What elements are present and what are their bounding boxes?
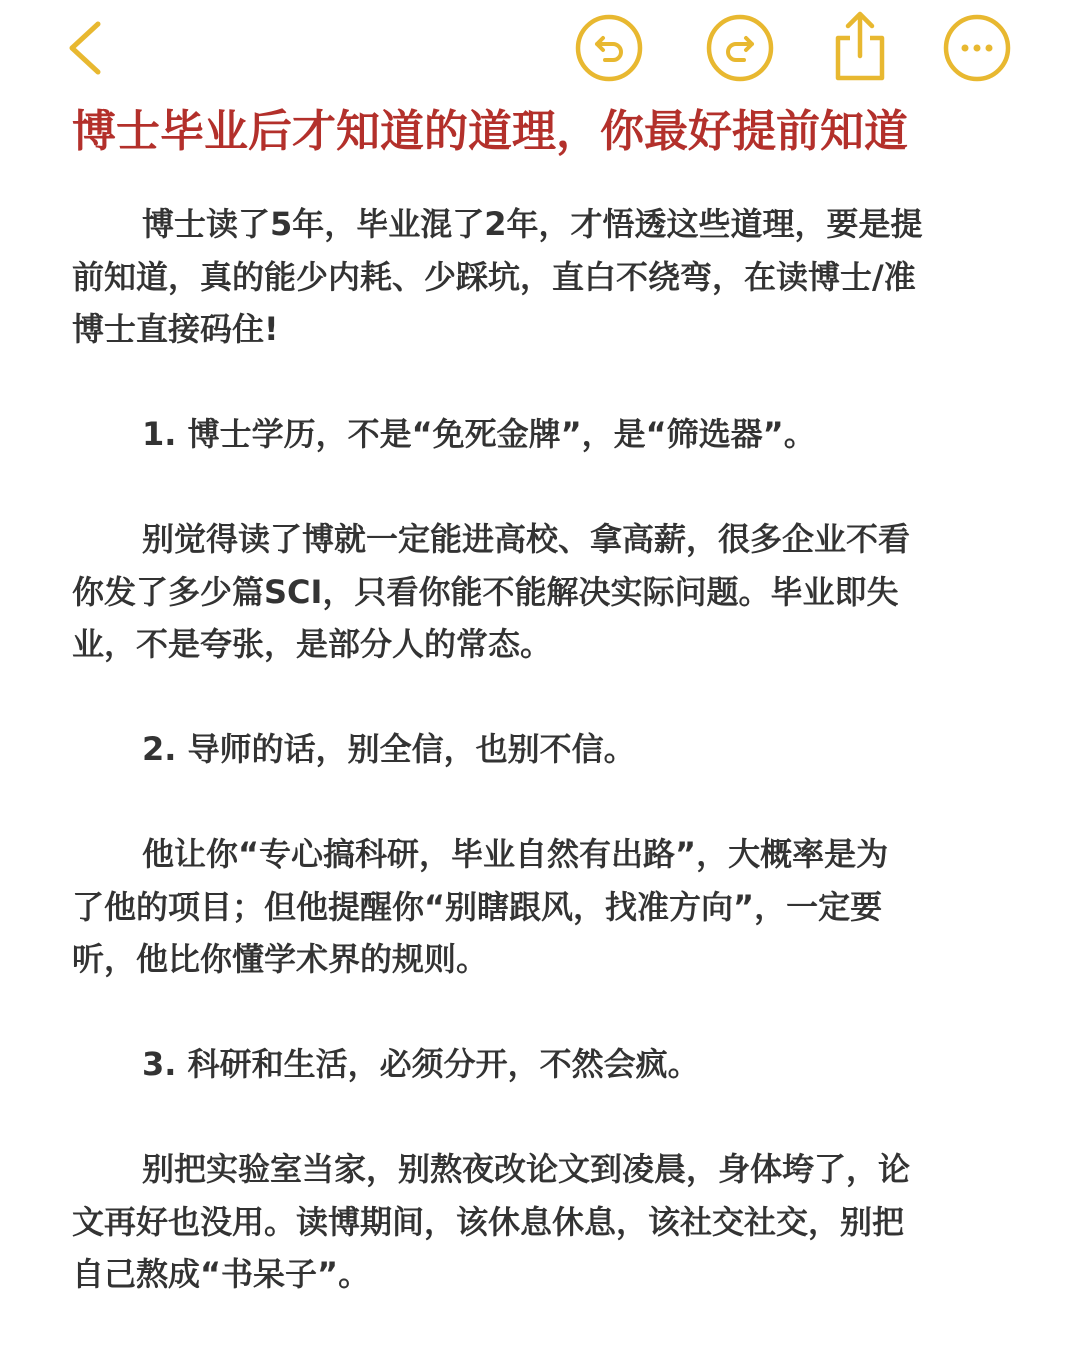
paragraph-line: 别把实验室当家，别熬夜改论文到凌晨，身体垮了，论 <box>142 1150 911 1188</box>
paragraph-line: 别觉得读了博就一定能进高校、拿高薪，很多企业不看 <box>142 520 911 558</box>
paragraph-gap <box>72 461 1012 514</box>
undo-icon[interactable] <box>573 12 645 84</box>
paragraph-line: 博士读了5年，毕业混了2年，才悟透这些道理，要是提 <box>142 205 923 243</box>
paragraph <box>72 1038 1012 1091</box>
paragraph <box>72 1143 1012 1301</box>
paragraph <box>72 408 1012 461</box>
paragraph-gap <box>72 1091 1012 1144</box>
paragraph-line: 1. 博士学历，不是“免死金牌”，是“筛选器”。 <box>142 415 816 453</box>
redo-icon[interactable] <box>704 12 776 84</box>
paragraph-line: 业，不是夸张，是部分人的常态。 <box>72 625 553 663</box>
paragraph <box>72 723 1012 776</box>
paragraph-line: 2. 导师的话，别全信，也别不信。 <box>142 730 636 768</box>
paragraph-gap <box>72 356 1012 409</box>
paragraph <box>72 828 1012 986</box>
paragraph-gap <box>72 671 1012 724</box>
paragraph-line: 你发了多少篇SCI，只看你能不能解决实际问题。毕业即失 <box>72 572 899 611</box>
paragraph-gap <box>72 776 1012 829</box>
back-chevron-icon[interactable] <box>62 18 108 78</box>
paragraph-line: 前知道，真的能少内耗、少踩坑，直白不绕弯，在读博士/准 <box>72 257 916 296</box>
share-icon[interactable] <box>830 8 890 82</box>
paragraph-line: 听，他比你懂学术界的规则。 <box>72 940 489 978</box>
note-body[interactable] <box>72 198 1012 1301</box>
paragraph-line: 他让你“专心搞科研，毕业自然有出路”，大概率是为 <box>142 835 889 873</box>
note-title: 博士毕业后才知道的道理，你最好提前知道 <box>72 106 908 157</box>
paragraph <box>72 198 1012 356</box>
paragraph-line: 自己熬成“书呆子”。 <box>72 1255 371 1293</box>
paragraph-line: 了他的项目；但他提醒你“别瞎跟风，找准方向”，一定要 <box>72 887 883 926</box>
paragraph-line: 文再好也没用。读博期间，该休息休息，该社交社交，别把 <box>72 1202 905 1241</box>
toolbar <box>0 0 1079 100</box>
paragraph-gap <box>72 986 1012 1039</box>
paragraph-line: 博士直接码住! <box>72 310 279 348</box>
paragraph-line: 3. 科研和生活，必须分开，不然会疯。 <box>142 1045 700 1083</box>
paragraph <box>72 513 1012 671</box>
more-icon[interactable] <box>941 12 1013 84</box>
